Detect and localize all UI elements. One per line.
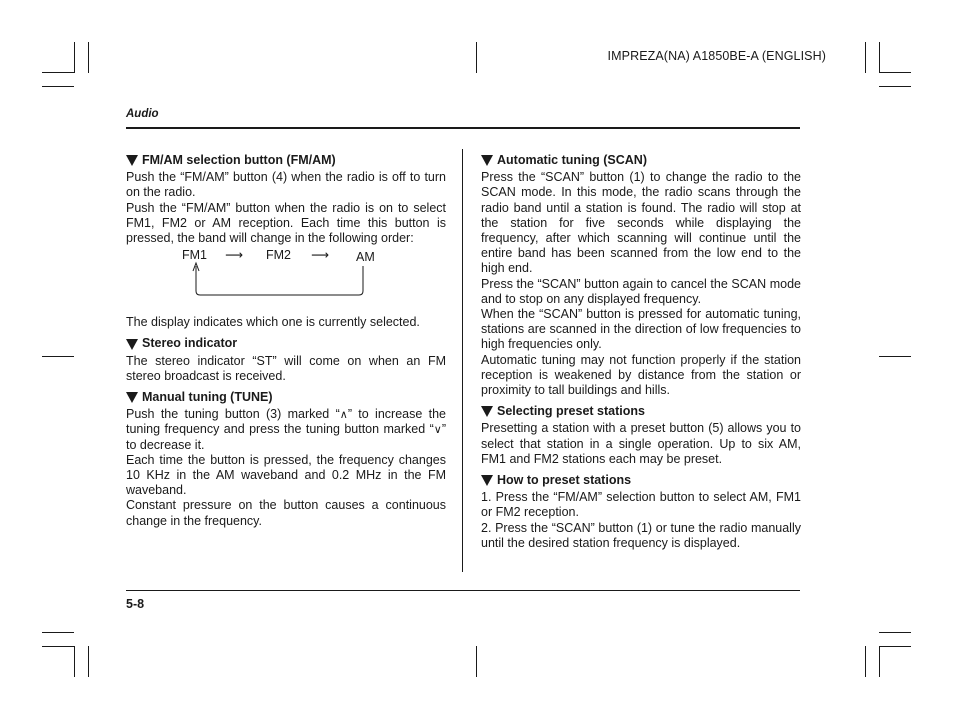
- heading-fm-am-selection: FM/AM selection button (FM/AM): [142, 153, 336, 167]
- triangle-bullet-icon: [126, 339, 138, 350]
- triangle-bullet-icon: [481, 155, 493, 166]
- crop-mark: [88, 646, 89, 677]
- crop-mark: [74, 646, 75, 677]
- arrow-icon: ⟶: [225, 248, 243, 263]
- paragraph: 2. Press the “SCAN” button (1) or tune the radio manually until the desired station frequency is displayed.: [481, 520, 801, 550]
- crop-mark: [476, 42, 477, 73]
- paragraph: Constant pressure on the button causes a continuous change in the frequency.: [126, 498, 446, 528]
- triangle-bullet-icon: [481, 475, 493, 486]
- section-heading: [126, 390, 446, 405]
- page-number: 5-8: [126, 597, 145, 611]
- section-heading: [126, 336, 446, 351]
- band-label-fm1: FM1: [182, 248, 207, 263]
- section-heading: [481, 473, 801, 488]
- section-heading: [126, 153, 446, 168]
- crop-mark: [88, 42, 89, 73]
- return-loop-arrow: [126, 249, 446, 313]
- crop-mark: [879, 86, 911, 87]
- paragraph: Push the tuning button (3) marked “∧” to increase the tuning frequency and press the tuning button marked “∨” to decrease it.: [126, 407, 446, 452]
- left-column: [126, 153, 446, 529]
- crop-mark: [42, 356, 74, 357]
- right-column: [481, 153, 801, 551]
- paragraph: When the “SCAN” button is pressed for automatic tuning, stations are scanned in the direction of low frequencies to high frequencies only.: [481, 307, 801, 352]
- arrow-icon: ⟶: [311, 248, 329, 263]
- crop-mark: [476, 646, 477, 677]
- down-chevron-icon: ∨: [433, 423, 442, 437]
- band-label-fm2: FM2: [266, 248, 291, 263]
- section-heading: [481, 153, 801, 168]
- crop-mark: [865, 646, 866, 677]
- paragraph: Each time the button is pressed, the frequency changes 10 KHz in the AM waveband and 0.2 MHz in the FM waveband.: [126, 452, 446, 498]
- heading-manual-tuning: Manual tuning (TUNE): [142, 390, 273, 405]
- crop-mark: [42, 646, 74, 647]
- band-order-diagram: [126, 249, 446, 313]
- crop-mark: [879, 356, 911, 357]
- paragraph: Press the “SCAN” button again to cancel the SCAN mode and to stop on any displayed frequency.: [481, 276, 801, 306]
- section-heading: [481, 404, 801, 419]
- heading-automatic-tuning: Automatic tuning (SCAN): [497, 153, 647, 167]
- crop-mark: [42, 632, 74, 633]
- crop-mark: [879, 646, 880, 677]
- header-rule: [126, 127, 800, 129]
- paragraph: The stereo indicator “ST” will come on when an FM stereo broadcast is received.: [126, 353, 446, 383]
- triangle-bullet-icon: [126, 392, 138, 403]
- heading-how-to-preset: How to preset stations: [497, 473, 632, 488]
- paragraph: 1. Press the “FM/AM” selection button to select AM, FM1 or FM2 reception.: [481, 490, 801, 520]
- crop-mark: [879, 72, 911, 73]
- paragraph: Push the “FM/AM” button when the radio is on to select FM1, FM2 or AM reception. Each time this button is pressed, the band will change in the following order:: [126, 200, 446, 246]
- crop-mark: [879, 42, 880, 73]
- paragraph: Presetting a station with a preset button (5) allows you to select that station in a single operation. Up to six AM, FM1 and FM2 stations each may be preset.: [481, 421, 801, 466]
- band-label-am: AM: [356, 250, 375, 265]
- crop-mark: [865, 42, 866, 73]
- crop-mark: [42, 86, 74, 87]
- footer-rule: [126, 590, 800, 591]
- triangle-bullet-icon: [481, 406, 493, 417]
- paragraph: Push the “FM/AM” button (4) when the radio is off to turn on the radio.: [126, 170, 446, 200]
- up-chevron-icon: ∧: [339, 408, 348, 422]
- crop-mark: [879, 632, 911, 633]
- crop-mark: [42, 72, 74, 73]
- crop-mark: [879, 646, 911, 647]
- heading-selecting-preset: Selecting preset stations: [497, 404, 645, 419]
- section-label: Audio: [126, 108, 159, 120]
- document-code: IMPREZA(NA) A1850BE-A (ENGLISH): [607, 49, 826, 63]
- paragraph: Press the “SCAN” button (1) to change the radio to the SCAN mode. In this mode, the radio scans through the radio band until a station is found. The radio will stop at the station for five seconds while displaying the frequency, after which scanning will continue until the entire band has been scanned from the low end to the high end.: [481, 170, 801, 276]
- heading-stereo-indicator: Stereo indicator: [142, 336, 238, 351]
- paragraph: The display indicates which one is currently selected.: [126, 315, 420, 330]
- paragraph: Automatic tuning may not function properly if the station reception is weakened by distance from the station or proximity to tall buildings and hills.: [481, 352, 801, 398]
- column-divider: [462, 149, 463, 572]
- crop-mark: [74, 42, 75, 73]
- triangle-bullet-icon: [126, 155, 138, 166]
